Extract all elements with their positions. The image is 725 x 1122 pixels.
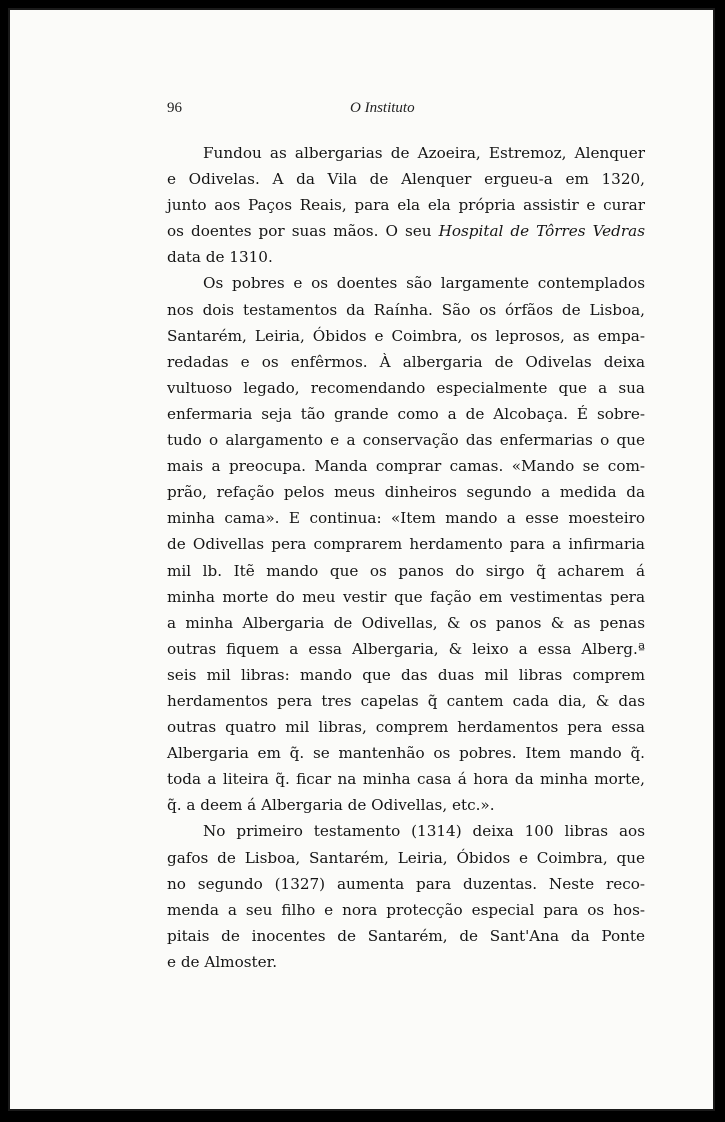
text-line: minha cama». E continua: «Item mando a esse moesteiro: [167, 509, 645, 528]
text-line: de Odivellas pera comprarem herdamento para a infirmaria: [167, 535, 645, 554]
text-line: herdamentos pera tres capelas q̃ cantem cada dia, & das: [167, 691, 645, 710]
text-line: vultuoso legado, recomendando especialmente que a sua: [167, 378, 645, 397]
text-line: Albergaria em q̃. se mantenhão os pobres. Item mando q̃.: [167, 744, 645, 763]
text-line: gafos de Lisboa, Santarém, Leiria, Óbidos e Coimbra, que: [167, 848, 645, 867]
text-line: data de 1310.: [167, 248, 273, 267]
italic-hospital-title: Hospital de Tôrres Vedras: [438, 222, 645, 241]
paragraph-2: [167, 270, 645, 818]
text-line: Santarém, Leiria, Óbidos e Coimbra, os leprosos, as empa-: [167, 326, 645, 345]
text-line: outras quatro mil libras, comprem herdamentos pera essa: [167, 718, 645, 737]
text-line: prão, refação pelos meus dinheiros segundo a medida da: [167, 483, 645, 502]
text-line: Fundou as albergarias de Azoeira, Estremoz, Alenquer: [203, 144, 645, 162]
text-line: redadas e os enfêrmos. À albergaria de Odivelas deixa: [167, 352, 645, 371]
text-line: nos dois testamentos da Raínha. São os órfãos de Lisboa,: [167, 300, 645, 319]
text-line: e de Almoster.: [167, 952, 278, 971]
text-line: toda a liteira q̃. ficar na minha casa á hora da minha morte,: [167, 770, 645, 789]
text-line: pitais de inocentes de Santarém, de Sant'Ana da Ponte: [167, 926, 645, 945]
paragraph-1: [167, 140, 645, 270]
body-text: [167, 140, 645, 975]
text-line-with-italic: [167, 218, 645, 244]
text-line: Os pobres e os doentes são largamente contemplados: [203, 274, 645, 293]
text-line: outras fiquem a essa Albergaria, & leixo a essa Alberg.ª: [167, 639, 645, 658]
book-page: [8, 8, 715, 1111]
text-line: mil lb. Itẽ mando que os panos do sirgo q̃ acharem á: [167, 561, 645, 580]
text-line: junto aos Paços Reais, para ela ela própria assistir e curar: [167, 196, 645, 215]
text-fragment: os doentes por suas mãos. O seu: [167, 222, 439, 241]
text-line: no segundo (1327) aumenta para duzentas. Neste reco-: [167, 874, 645, 893]
text-line: minha morte do meu vestir que fação em vestimentas pera: [167, 587, 645, 606]
text-line: No primeiro testamento (1314) deixa 100 libras aos: [203, 822, 645, 841]
text-line: enfermaria seja tão grande como a de Alcobaça. É sobre-: [167, 404, 645, 423]
text-line: e Odivelas. A da Vila de Alenquer ergueu-a em 1320,: [167, 170, 645, 189]
running-header: [10, 100, 713, 124]
text-line: q̃. a deem á Albergaria de Odivellas, etc.».: [167, 796, 495, 815]
text-line: tudo o alargamento e a conservação das enfermarias o que: [167, 431, 645, 450]
page-number: 96: [167, 100, 182, 116]
text-line: menda a seu filho e nora protecção especial para os hos-: [167, 900, 645, 919]
running-title: O Instituto: [350, 100, 415, 116]
paragraph-3: [167, 818, 645, 975]
text-line: a minha Albergaria de Odivellas, & os panos & as penas: [167, 613, 645, 632]
text-line: mais a preocupa. Manda comprar camas. «Mando se com-: [167, 457, 645, 476]
text-line: seis mil libras: mando que das duas mil libras comprem: [167, 665, 645, 684]
